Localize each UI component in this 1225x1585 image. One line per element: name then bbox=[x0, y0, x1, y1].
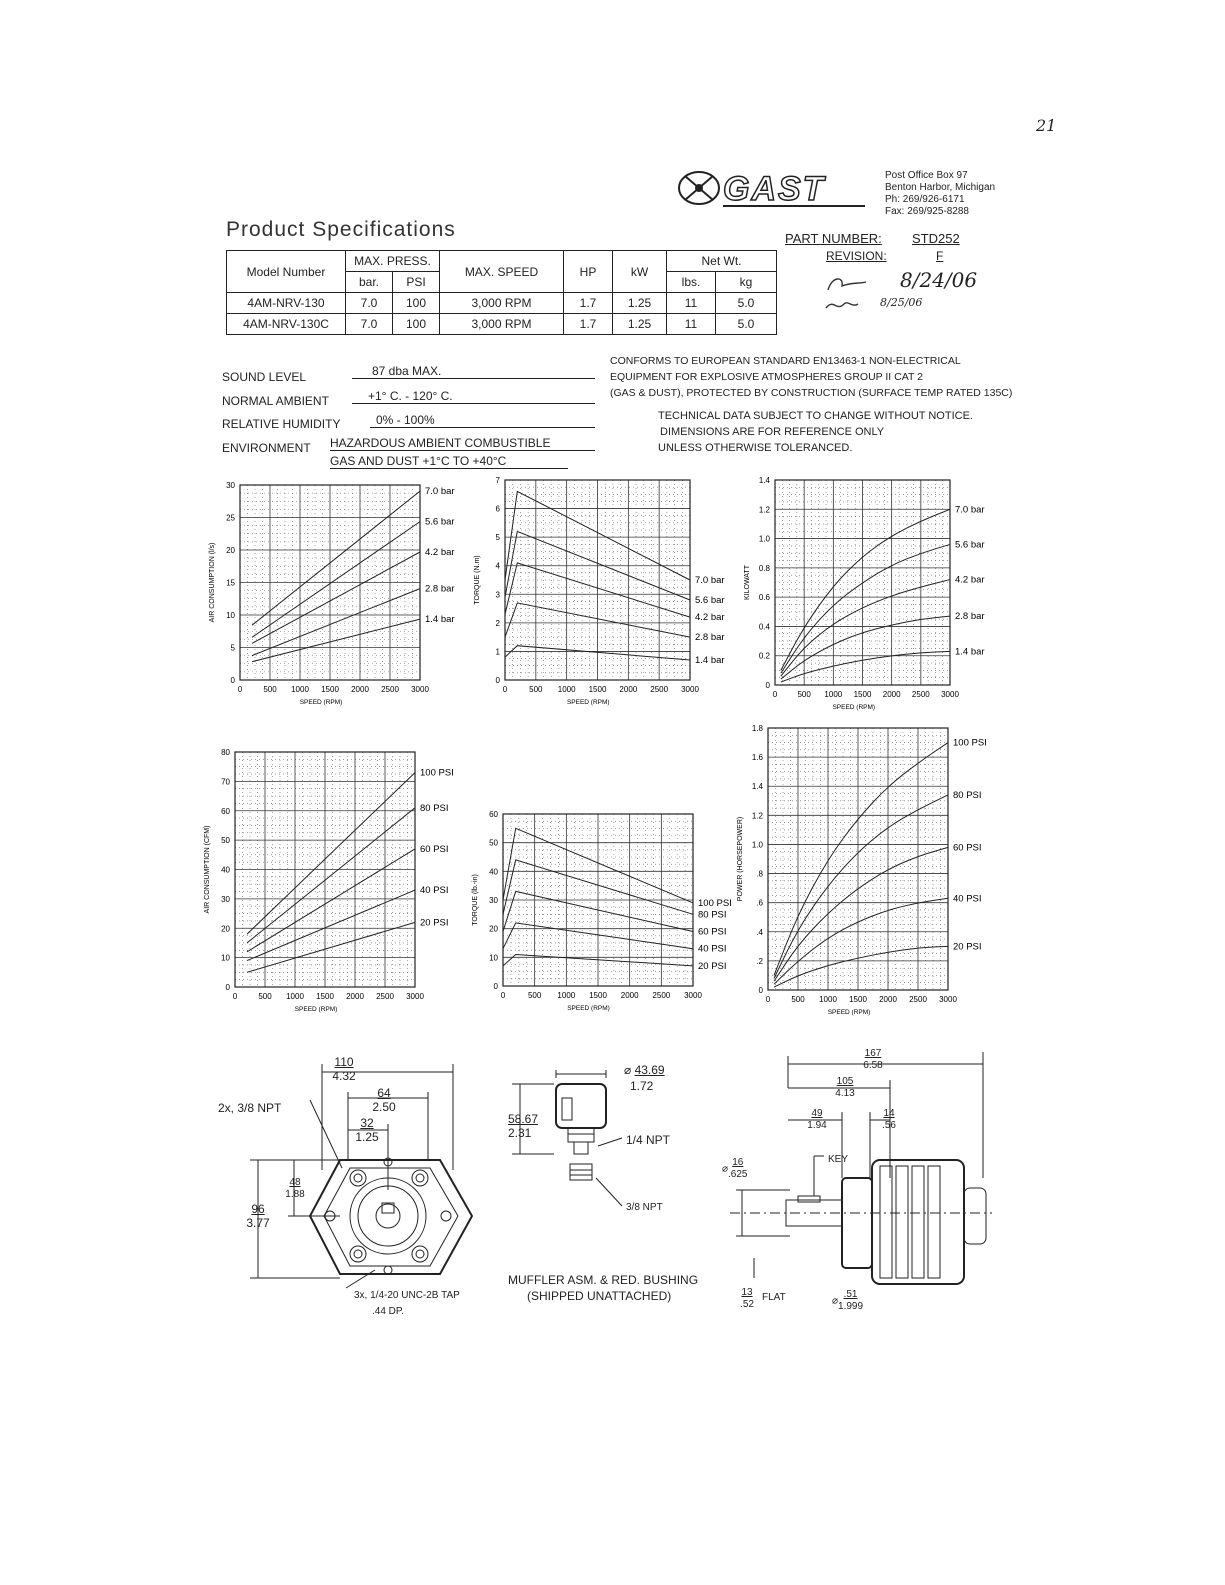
x-tick-label: 1500 bbox=[853, 690, 872, 699]
dim-in: 1.88 bbox=[285, 1189, 305, 1200]
dim-14 bbox=[874, 1108, 904, 1132]
series-label: 2.8 bar bbox=[695, 632, 725, 644]
x-tick-label: 0 bbox=[502, 685, 508, 694]
y-axis-label: POWER (HORSEPOWER) bbox=[737, 816, 744, 902]
dim-167 bbox=[858, 1048, 888, 1072]
chart-air-consumption-cfm bbox=[195, 740, 480, 1020]
series-label: 100 PSI bbox=[420, 767, 454, 779]
y-tick-label: 0 bbox=[225, 983, 230, 992]
x-axis-label: SPEED (RPM) bbox=[567, 1005, 610, 1012]
cell-kg: 5.0 bbox=[716, 314, 777, 335]
x-tick-label: 2500 bbox=[650, 685, 669, 694]
y-tick-label: 25 bbox=[226, 513, 235, 523]
signature-scribble bbox=[822, 268, 882, 316]
npt-1-4: 1/4 NPT bbox=[626, 1133, 671, 1147]
y-tick-label: 1.8 bbox=[751, 724, 763, 733]
series-label: 80 PSI bbox=[698, 909, 727, 921]
series-label: 1.4 bar bbox=[425, 614, 455, 626]
dim-in: .625 bbox=[728, 1169, 748, 1180]
series-label: 1.4 bar bbox=[955, 646, 985, 658]
y-tick-label: 1.4 bbox=[751, 782, 763, 792]
dim-mm: 105 bbox=[836, 1076, 854, 1087]
y-tick-label: 5 bbox=[495, 533, 500, 543]
x-tick-label: 2500 bbox=[911, 690, 930, 699]
series-label: 20 PSI bbox=[420, 917, 449, 929]
cell-kw: 1.25 bbox=[613, 314, 667, 335]
x-tick-label: 2000 bbox=[346, 992, 364, 1001]
y-tick-label: 5 bbox=[230, 643, 235, 653]
y-tick-label: 30 bbox=[226, 481, 235, 490]
x-tick-label: 2500 bbox=[909, 995, 927, 1004]
dim-in: .56 bbox=[882, 1120, 896, 1131]
y-tick-label: 0 bbox=[230, 676, 235, 685]
x-tick-label: 1000 bbox=[291, 685, 309, 694]
x-tick-label: 3000 bbox=[681, 685, 699, 694]
y-tick-label: 10 bbox=[489, 953, 498, 963]
series-label: 5.6 bar bbox=[955, 539, 985, 551]
series-label: 40 PSI bbox=[698, 943, 727, 955]
x-tick-label: 2000 bbox=[620, 991, 639, 1000]
diameter-icon: ⌀ bbox=[624, 1063, 635, 1077]
side-view-drawing bbox=[730, 1048, 1000, 1298]
address-line: Benton Harbor, Michigan bbox=[885, 182, 996, 193]
sound-value: 87 dba MAX. bbox=[352, 364, 595, 379]
npt-3-8: 3/8 NPT bbox=[626, 1202, 663, 1213]
dim-mm: 48 bbox=[289, 1177, 301, 1188]
y-tick-label: 20 bbox=[489, 924, 498, 934]
company-address bbox=[885, 170, 995, 218]
dim-in: 4.13 bbox=[835, 1088, 855, 1099]
hdr-max-press: MAX. PRESS. bbox=[346, 251, 440, 272]
series-label: 60 PSI bbox=[698, 926, 727, 938]
y-tick-label: .8 bbox=[756, 869, 763, 879]
y-tick-label: 0.8 bbox=[758, 563, 770, 573]
env-label: ENVIRONMENT bbox=[222, 441, 311, 455]
dim-in: 3.77 bbox=[246, 1216, 270, 1230]
x-tick-label: 1000 bbox=[557, 685, 576, 694]
y-tick-label: 50 bbox=[221, 836, 230, 846]
cell-model: 4AM-NRV-130C bbox=[227, 314, 346, 335]
dim-mm: 58.67 bbox=[508, 1112, 539, 1126]
series-label: 5.6 bar bbox=[425, 516, 455, 528]
series-line bbox=[781, 580, 950, 677]
dim-43-69 bbox=[624, 1063, 665, 1077]
env-value-1: HAZARDOUS AMBIENT COMBUSTIBLE bbox=[330, 436, 595, 451]
y-tick-label: 20 bbox=[221, 924, 230, 934]
cell-model: 4AM-NRV-130 bbox=[227, 293, 346, 314]
dim-105 bbox=[830, 1076, 860, 1100]
series-label: 20 PSI bbox=[953, 941, 982, 953]
y-tick-label: 30 bbox=[221, 894, 230, 904]
cell-bar: 7.0 bbox=[346, 293, 393, 314]
y-tick-label: 1.2 bbox=[758, 505, 770, 515]
x-tick-label: 3000 bbox=[411, 685, 429, 694]
y-tick-label: 40 bbox=[489, 867, 498, 877]
page-number: 21 bbox=[1036, 116, 1057, 135]
signature-date: 8/24/06 bbox=[900, 268, 978, 292]
x-tick-label: 2500 bbox=[381, 685, 399, 694]
y-tick-label: 7 bbox=[495, 476, 500, 485]
x-axis-label: SPEED (RPM) bbox=[294, 1006, 338, 1013]
tap-callout: 3x, 1/4-20 UNC-2B TAP bbox=[354, 1290, 460, 1301]
dim-in: 6.58 bbox=[863, 1060, 883, 1071]
series-label: 100 PSI bbox=[698, 897, 732, 909]
ambient-value: +1° C. - 120° C. bbox=[352, 389, 595, 404]
cell-kw: 1.25 bbox=[613, 293, 667, 314]
x-tick-label: 3000 bbox=[406, 992, 424, 1001]
dim-mm: 64 bbox=[377, 1086, 391, 1100]
x-tick-label: 2000 bbox=[619, 685, 638, 694]
dim-mm: 16 bbox=[732, 1157, 744, 1168]
x-tick-label: 0 bbox=[765, 995, 771, 1004]
y-tick-label: 1.0 bbox=[751, 840, 763, 850]
y-tick-label: .4 bbox=[756, 927, 763, 937]
y-tick-label: 1 bbox=[495, 647, 500, 657]
chart-kilowatt bbox=[735, 470, 1005, 720]
x-axis-label: SPEED (RPM) bbox=[832, 704, 876, 711]
key-label: KEY bbox=[828, 1154, 849, 1165]
y-tick-label: 6 bbox=[495, 504, 500, 514]
series-line bbox=[252, 491, 420, 625]
dim-mm: 96 bbox=[251, 1202, 265, 1216]
cell-bar: 7.0 bbox=[346, 314, 393, 335]
y-tick-label: 30 bbox=[489, 896, 498, 905]
dim-49 bbox=[802, 1108, 832, 1132]
x-axis-label: SPEED (RPM) bbox=[827, 1009, 871, 1016]
hdr-kg: kg bbox=[716, 272, 777, 293]
y-tick-label: 50 bbox=[489, 838, 498, 848]
series-label: 4.2 bar bbox=[695, 612, 725, 624]
flat-label: FLAT bbox=[762, 1292, 786, 1303]
dim-in: 4.32 bbox=[332, 1069, 356, 1083]
diameter-icon: ⌀ bbox=[832, 1295, 839, 1307]
y-tick-label: 20 bbox=[226, 546, 235, 555]
y-axis-label: KILOWATT bbox=[744, 565, 751, 600]
dim-in: 2.31 bbox=[508, 1126, 532, 1140]
spec-table bbox=[226, 250, 777, 335]
series-label: 80 PSI bbox=[420, 802, 449, 814]
y-tick-label: 60 bbox=[489, 810, 498, 819]
note-line: UNLESS OTHERWISE TOLERANCED. bbox=[658, 442, 853, 454]
revision: F bbox=[936, 249, 944, 263]
dim-mm: 32 bbox=[360, 1116, 374, 1130]
dim-in: .52 bbox=[740, 1299, 754, 1310]
env-value-2: GAS AND DUST +1°C TO +40°C bbox=[330, 454, 568, 469]
x-tick-label: 1500 bbox=[589, 991, 607, 1000]
y-tick-label: 4 bbox=[495, 561, 500, 571]
x-tick-label: 1000 bbox=[557, 991, 576, 1000]
series-label: 7.0 bar bbox=[695, 575, 725, 586]
x-axis-label: SPEED (RPM) bbox=[566, 699, 610, 706]
hdr-bar: bar. bbox=[346, 272, 393, 293]
x-tick-label: 2500 bbox=[652, 991, 671, 1000]
hdr-net-wt: Net Wt. bbox=[667, 251, 777, 272]
y-tick-label: 15 bbox=[226, 578, 235, 588]
chart-horsepower bbox=[730, 718, 1015, 1020]
hdr-max-speed: MAX. SPEED bbox=[440, 251, 564, 293]
svg-text:GAST: GAST bbox=[723, 170, 826, 208]
y-tick-label: 70 bbox=[221, 777, 230, 787]
x-tick-label: 3000 bbox=[684, 991, 702, 1000]
x-tick-label: 500 bbox=[263, 685, 277, 694]
series-label: 40 PSI bbox=[953, 893, 982, 905]
address-line: Fax: 269/925-8288 bbox=[885, 206, 969, 217]
dim-mm: 13 bbox=[741, 1287, 753, 1298]
x-tick-label: 0 bbox=[772, 690, 778, 699]
y-tick-label: 1.2 bbox=[751, 811, 763, 821]
hdr-psi: PSI bbox=[393, 272, 440, 293]
hdr-lbs: lbs. bbox=[667, 272, 716, 293]
dim-32 bbox=[352, 1116, 382, 1144]
chart-torque-nm bbox=[475, 470, 745, 720]
cell-hp: 1.7 bbox=[564, 293, 613, 314]
x-tick-label: 0 bbox=[232, 992, 238, 1001]
x-tick-label: 1500 bbox=[588, 685, 607, 694]
x-tick-label: 500 bbox=[527, 991, 542, 1000]
dim-mm: 49 bbox=[811, 1108, 823, 1119]
series-label: 7.0 bar bbox=[425, 486, 455, 498]
y-tick-label: 3 bbox=[495, 590, 500, 600]
dim-110 bbox=[324, 1055, 364, 1083]
x-tick-label: 3000 bbox=[939, 995, 957, 1004]
humidity-label: RELATIVE HUMIDITY bbox=[222, 417, 341, 431]
y-tick-label: 1.4 bbox=[758, 476, 770, 485]
y-tick-label: 0.2 bbox=[758, 651, 770, 661]
series-label: 1.4 bar bbox=[695, 655, 725, 666]
y-tick-label: .6 bbox=[756, 898, 763, 908]
y-tick-label: 80 bbox=[221, 748, 230, 757]
hdr-kw: kW bbox=[613, 251, 667, 293]
dim-mm: 14 bbox=[883, 1108, 895, 1119]
dim-in: 1.25 bbox=[355, 1130, 379, 1144]
chart-torque-lbin bbox=[465, 800, 745, 1020]
series-label: 4.2 bar bbox=[425, 547, 455, 559]
y-axis-label: AIR CONSUMPTION (CFM) bbox=[204, 825, 211, 914]
address-line: Post Office Box 97 bbox=[885, 170, 968, 181]
muffler-caption-sub: (SHIPPED UNATTACHED) bbox=[527, 1289, 672, 1303]
series-label: 5.6 bar bbox=[695, 595, 725, 606]
y-tick-label: 0 bbox=[765, 681, 770, 690]
dim-in: 2.50 bbox=[372, 1100, 396, 1114]
x-tick-label: 1000 bbox=[824, 690, 843, 699]
series-label: 80 PSI bbox=[953, 789, 982, 801]
part-number: STD252 bbox=[912, 231, 960, 246]
y-tick-label: 0 bbox=[493, 982, 498, 991]
series-line bbox=[781, 544, 950, 673]
dim-mm: 43.69 bbox=[634, 1063, 665, 1077]
hdr-model: Model Number bbox=[227, 251, 346, 293]
cell-psi: 100 bbox=[393, 314, 440, 335]
y-axis-label: AIR CONSUMPTION (l/s) bbox=[209, 542, 216, 623]
y-tick-label: 60 bbox=[221, 806, 230, 816]
cell-kg: 5.0 bbox=[716, 293, 777, 314]
x-tick-label: 2000 bbox=[351, 685, 369, 694]
revision-label: REVISION: bbox=[826, 249, 887, 263]
conformance-note bbox=[610, 353, 1012, 401]
cell-speed: 3,000 RPM bbox=[440, 293, 564, 314]
x-tick-label: 0 bbox=[500, 991, 506, 1000]
dim-96 bbox=[244, 1202, 272, 1230]
y-tick-label: 10 bbox=[221, 953, 230, 963]
note-line: CONFORMS TO EUROPEAN STANDARD EN13463-1 NON-ELECTRICAL bbox=[610, 355, 961, 367]
y-tick-label: 0 bbox=[495, 676, 500, 685]
dim-mm: 110 bbox=[334, 1055, 354, 1069]
sound-label: SOUND LEVEL bbox=[222, 370, 307, 384]
dim-48 bbox=[280, 1177, 310, 1201]
series-line bbox=[774, 946, 948, 987]
y-tick-label: 10 bbox=[226, 611, 235, 620]
muffler-drawing bbox=[510, 1060, 700, 1260]
cell-hp: 1.7 bbox=[564, 314, 613, 335]
y-tick-label: 0 bbox=[758, 986, 763, 995]
y-axis-label: TORQUE (lb.-in) bbox=[472, 874, 479, 926]
dim-mm: .51 bbox=[843, 1289, 858, 1300]
dim-in: 1.94 bbox=[807, 1120, 827, 1131]
series-label: 20 PSI bbox=[698, 960, 727, 972]
x-tick-label: 500 bbox=[258, 992, 272, 1001]
y-tick-label: 0.6 bbox=[758, 593, 770, 603]
x-tick-label: 500 bbox=[791, 995, 805, 1004]
series-label: 100 PSI bbox=[953, 737, 987, 749]
series-label: 60 PSI bbox=[953, 842, 982, 854]
ambient-label: NORMAL AMBIENT bbox=[222, 394, 329, 408]
x-tick-label: 0 bbox=[237, 685, 243, 694]
cell-lbs: 11 bbox=[667, 314, 716, 335]
address-line: Ph: 269/926-6171 bbox=[885, 194, 965, 205]
x-tick-label: 1000 bbox=[286, 992, 304, 1001]
y-tick-label: 2 bbox=[495, 618, 500, 628]
dim-16 bbox=[722, 1157, 748, 1181]
y-tick-label: 1.0 bbox=[758, 534, 770, 544]
chart-air-consumption-ls bbox=[195, 470, 480, 720]
technical-note bbox=[658, 408, 973, 456]
part-number-label: PART NUMBER: bbox=[785, 231, 882, 246]
dim-58-67 bbox=[508, 1112, 538, 1140]
series-label: 4.2 bar bbox=[955, 574, 985, 586]
humidity-value: 0% - 100% bbox=[370, 413, 595, 428]
front-view-drawing bbox=[210, 1050, 500, 1330]
dim-in: 1.999 bbox=[838, 1301, 864, 1312]
dim-13 bbox=[738, 1287, 756, 1311]
x-tick-label: 500 bbox=[529, 685, 543, 694]
series-label: 60 PSI bbox=[420, 843, 449, 855]
y-tick-label: .2 bbox=[756, 956, 763, 966]
x-tick-label: 1500 bbox=[849, 995, 867, 1004]
cell-lbs: 11 bbox=[667, 293, 716, 314]
series-line bbox=[252, 522, 420, 638]
note-line: TECHNICAL DATA SUBJECT TO CHANGE WITHOUT NOTICE. bbox=[658, 410, 973, 422]
hdr-hp: HP bbox=[564, 251, 613, 293]
x-tick-label: 2000 bbox=[879, 995, 897, 1004]
series-label: 2.8 bar bbox=[425, 583, 455, 595]
series-label: 2.8 bar bbox=[955, 611, 985, 623]
muffler-caption: MUFFLER ASM. & RED. BUSHING bbox=[508, 1273, 699, 1287]
y-tick-label: 0.4 bbox=[758, 622, 770, 632]
diameter-icon: ⌀ bbox=[722, 1163, 729, 1175]
tap-depth: .44 DP. bbox=[372, 1306, 405, 1317]
x-tick-label: 1500 bbox=[316, 992, 334, 1001]
note-line: EQUIPMENT FOR EXPLOSIVE ATMOSPHERES GROUP II CAT 2 bbox=[610, 371, 923, 383]
x-tick-label: 2500 bbox=[376, 992, 394, 1001]
series-label: 40 PSI bbox=[420, 885, 449, 897]
x-tick-label: 3000 bbox=[941, 690, 959, 699]
note-line: (GAS & DUST), PROTECTED BY CONSTRUCTION (SURFACE TEMP RATED 135C) bbox=[610, 387, 1013, 399]
dim-mm: 167 bbox=[864, 1048, 882, 1059]
note-line: DIMENSIONS ARE FOR REFERENCE ONLY bbox=[660, 426, 885, 438]
dim-1-72: 1.72 bbox=[630, 1079, 654, 1093]
dim-64 bbox=[366, 1086, 402, 1114]
doc-title: Product Specifications bbox=[226, 218, 456, 241]
npt-callout: 2x, 3/8 NPT bbox=[218, 1101, 282, 1115]
dim-51 bbox=[832, 1289, 863, 1313]
table-row bbox=[227, 293, 777, 314]
cell-psi: 100 bbox=[393, 293, 440, 314]
y-tick-label: 40 bbox=[221, 865, 230, 875]
gast-logo bbox=[675, 166, 875, 210]
table-row bbox=[227, 314, 777, 335]
y-tick-label: 1.6 bbox=[751, 753, 763, 763]
x-tick-label: 1500 bbox=[321, 685, 339, 694]
x-tick-label: 500 bbox=[797, 690, 811, 699]
x-axis-label: SPEED (RPM) bbox=[299, 699, 343, 706]
cell-speed: 3,000 RPM bbox=[440, 314, 564, 335]
signature-date: 8/25/06 bbox=[880, 296, 923, 309]
x-tick-label: 2000 bbox=[882, 690, 901, 699]
series-label: 7.0 bar bbox=[955, 504, 985, 516]
y-axis-label: TORQUE (N.m) bbox=[474, 555, 481, 605]
x-tick-label: 1000 bbox=[819, 995, 837, 1004]
